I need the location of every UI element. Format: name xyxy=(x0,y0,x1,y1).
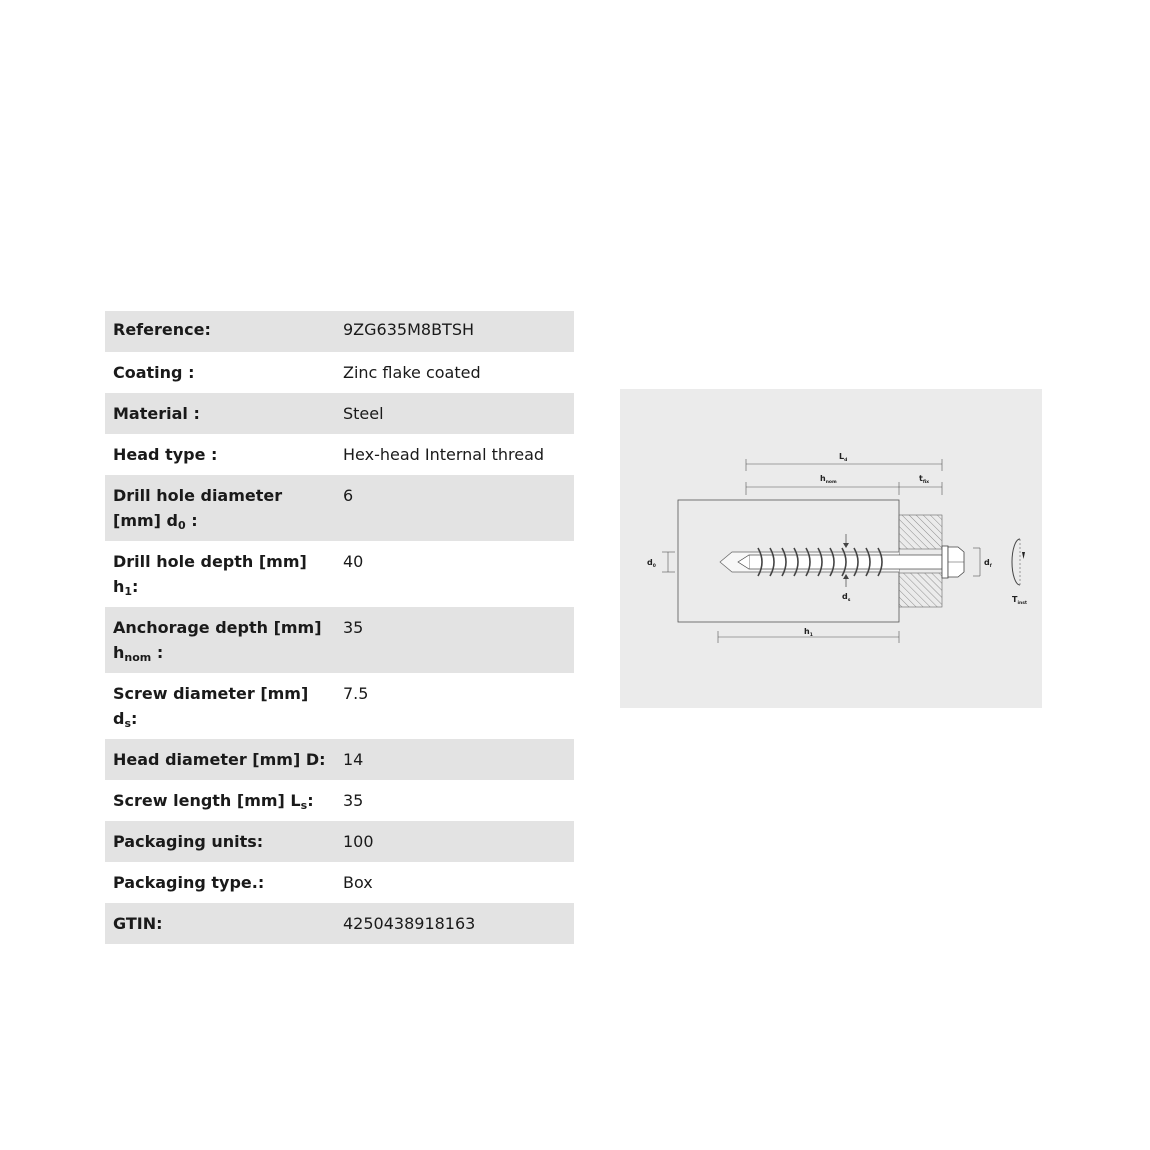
spec-row-packaging-type xyxy=(105,862,574,903)
spec-row-gtin xyxy=(105,903,574,944)
label-h1: h xyxy=(804,627,810,636)
spec-value: Zinc flake coated xyxy=(343,363,481,382)
spec-value: Hex-head Internal thread xyxy=(343,445,545,464)
label-d0: d xyxy=(647,558,653,567)
label-df: d xyxy=(984,558,990,567)
spec-value: 14 xyxy=(336,739,574,780)
spec-label: Screw length [mm] $L_s$: xyxy=(113,791,314,812)
spec-label: Head diameter [mm] D: xyxy=(105,739,336,780)
spec-value: 9ZG635M8BTSH xyxy=(336,311,574,352)
spec-row-anchorage-depth xyxy=(105,607,574,673)
spec-row-drill-hole-diameter xyxy=(105,475,574,541)
torque-rotation-icon xyxy=(1012,539,1028,606)
specification-table xyxy=(105,311,574,944)
spec-value: 7.5 xyxy=(343,684,369,703)
spec-value: Box xyxy=(343,873,373,892)
spec-label: GTIN: xyxy=(105,903,336,944)
label-ds: d xyxy=(842,592,848,601)
spec-label: Head type : xyxy=(113,445,218,464)
spec-row-packaging-units xyxy=(105,821,574,862)
svg-text:hnom: $h_{nom}$ xyxy=(820,474,837,485)
label-tinst: T xyxy=(1012,595,1018,604)
fixture-plate-bottom xyxy=(899,573,942,607)
spec-label: Drill hole diameter [mm] $d_0$ : xyxy=(105,475,336,541)
dimension-ld xyxy=(746,452,942,471)
label-hnom: h xyxy=(820,474,826,483)
dimension-hnom-tfix xyxy=(746,474,942,495)
label-tfix: t xyxy=(919,474,923,483)
screw-anchor-diagram xyxy=(620,389,1042,708)
spec-value: 35 xyxy=(336,607,574,673)
spec-row-drill-hole-depth xyxy=(105,541,574,607)
svg-text:ds: $d_s$ xyxy=(842,592,851,603)
spec-label: Packaging type.: xyxy=(113,873,265,892)
spec-label: Coating : xyxy=(113,363,195,382)
spec-label: Screw diameter [mm] $d_s$: xyxy=(113,684,309,730)
spec-row-screw-length xyxy=(105,780,574,821)
svg-text:tfix: $t_{fix}$ xyxy=(919,474,930,485)
spec-row-head-type xyxy=(105,434,574,475)
dimension-df xyxy=(973,548,992,576)
svg-text:d0: $d_0$ xyxy=(647,558,656,569)
svg-text:df: $d_f$ xyxy=(984,558,992,569)
spec-row-material xyxy=(105,393,574,434)
spec-label: Reference: xyxy=(105,311,336,352)
spec-value: 6 xyxy=(336,475,574,541)
technical-drawing xyxy=(620,389,1042,708)
svg-text:Ld: $L_d$ xyxy=(839,452,848,463)
spec-value: Steel xyxy=(336,393,574,434)
hex-head xyxy=(942,546,964,578)
svg-text:h1: $h_1$ xyxy=(804,627,813,638)
dimension-h1 xyxy=(718,627,899,643)
spec-label: Anchorage depth [mm] $h_{nom}$ : xyxy=(105,607,336,673)
fixture-plate-top xyxy=(899,515,942,549)
spec-label: Material : xyxy=(105,393,336,434)
spec-label: Drill hole depth [mm] $h_1$: xyxy=(113,552,307,598)
spec-value: 35 xyxy=(343,791,364,810)
dimension-d0 xyxy=(647,552,675,572)
spec-row-head-diameter xyxy=(105,739,574,780)
label-ld: L xyxy=(839,452,845,461)
spec-row-screw-diameter xyxy=(105,673,574,739)
svg-text:Tinst: $T_{inst}$ xyxy=(1012,595,1028,606)
spec-value: 100 xyxy=(336,821,574,862)
spec-row-reference xyxy=(105,311,574,352)
spec-value: 40 xyxy=(343,552,364,571)
spec-value: 4250438918163 xyxy=(336,903,574,944)
spec-row-coating xyxy=(105,352,574,393)
spec-label: Packaging units: xyxy=(105,821,336,862)
